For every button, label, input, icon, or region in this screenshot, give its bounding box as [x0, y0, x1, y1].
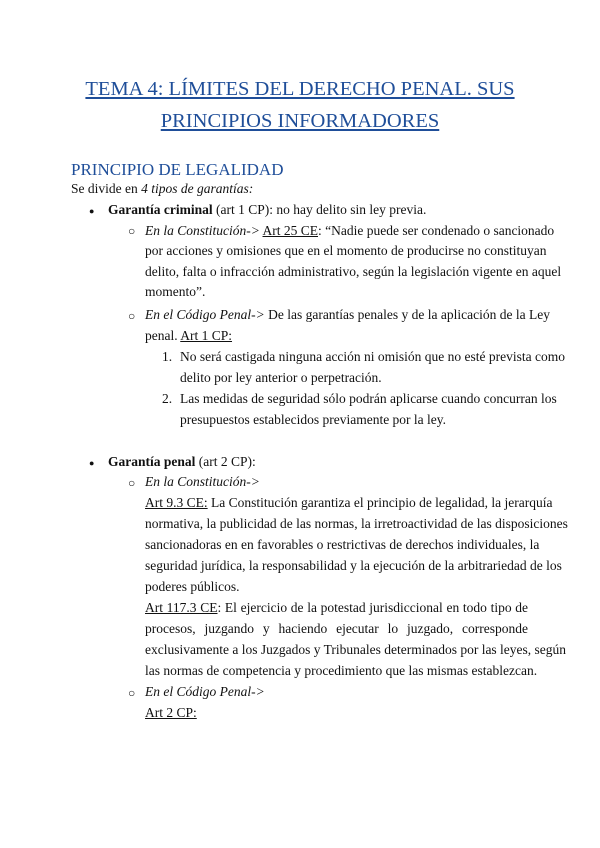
art-2-cp-line: [145, 703, 197, 724]
list-item-2-line-1: Las medidas de seguridad sólo podrán aplicarse cuando concurran los: [180, 391, 557, 406]
codigo-line-2-text: penal.: [145, 328, 181, 343]
constitucion-line-1: [145, 221, 555, 242]
section-intro: [71, 181, 253, 197]
guarantee-criminal-title: Garantía criminal: [108, 202, 213, 217]
art-1-cp-ref: Art 1 CP:: [180, 328, 233, 343]
guarantee-penal-title: Garantía penal: [108, 454, 196, 469]
document-title-line-1: TEMA 4: LÍMITES DEL DERECHO PENAL. SUS: [85, 78, 515, 100]
constitucion-line-2: por acciones y omisiones que en el momento de producirse no constituyan: [145, 243, 547, 258]
art-117-3-line-1: [145, 598, 528, 619]
section-heading: PRINCIPIO DE LEGALIDAD: [71, 160, 284, 179]
art-117-3-line-2: procesos, juzgando y haciendo ejecutar lo juzgado, corresponde: [145, 621, 528, 636]
art-25-ce-ref: Art 25 CE: [262, 223, 318, 238]
hollow-bullet-icon: ○: [128, 309, 136, 323]
art-117-3-ce-ref: Art 117.3 CE: [145, 600, 218, 615]
art-117-3-text: : El ejercicio de la potestad jurisdiccional en todo tipo de: [217, 600, 529, 615]
list-number: 2.: [162, 391, 173, 406]
codigo-line-2: [145, 326, 232, 347]
art-9-3-line-2: normativa, la publicidad de las normas, la irretroactividad de las disposiciones: [145, 516, 568, 531]
filled-bullet-icon: ●: [89, 458, 95, 468]
art-9-3-line-4: seguridad jurídica, la responsabilidad y la ejecución de la arbitrariedad de los: [145, 558, 562, 573]
guarantee-penal: [108, 452, 256, 473]
list-item-2-line-2: presupuestos establecidos previamente por la ley.: [180, 412, 447, 427]
hollow-bullet-icon: ○: [128, 686, 136, 700]
guarantee-penal-text: (art 2 CP):: [195, 454, 256, 469]
document-title-line-2: PRINCIPIOS INFORMADORES: [160, 110, 440, 132]
art-117-3-line-4: las normas de competencia y procedimiento que las mismas establezcan.: [145, 663, 538, 678]
constitucion-line-3: delito, falta o infracción administrativo, según la legislación vigente en aquel: [145, 264, 562, 279]
list-item-1-line-1: No será castigada ninguna acción ni omisión que no esté prevista como: [180, 349, 566, 364]
hollow-bullet-icon: ○: [128, 476, 136, 490]
art-9-3-line-1: [145, 493, 553, 514]
codigo-label: En el Código Penal->: [145, 307, 265, 322]
list-item-1-line-2: delito por ley anterior o perpetración.: [180, 370, 382, 385]
codigo-label-2: [145, 682, 265, 703]
constitucion-line-4: momento”.: [145, 284, 206, 299]
codigo-line-1: [145, 305, 550, 326]
constitucion-label-2: [145, 472, 260, 493]
constitucion-label: En la Constitución->: [145, 474, 260, 489]
constitucion-label: En la Constitución->: [145, 223, 260, 238]
art-9-3-text: La Constitución garantiza el principio de legalidad, la jerarquía: [207, 495, 553, 510]
art-117-3-line-3: exclusivamente a los Juzgados y Tribunales determinados por las leyes, según: [145, 642, 567, 657]
guarantee-criminal: [108, 200, 426, 221]
codigo-text: De las garantías penales y de la aplicación de la Ley: [264, 307, 550, 322]
intro-italic-text: 4 tipos de garantías:: [141, 181, 254, 196]
art-2-cp-ref: Art 2 CP:: [145, 705, 197, 720]
filled-bullet-icon: ●: [89, 206, 95, 216]
list-number: 1.: [162, 349, 173, 364]
art-9-3-line-5: poderes públicos.: [145, 579, 240, 594]
art-9-3-line-3: sancionadoras en en favorables o restrictivas de derechos individuales, la: [145, 537, 540, 552]
hollow-bullet-icon: ○: [128, 224, 136, 238]
intro-text: Se divide en: [71, 181, 142, 196]
art-9-3-ce-ref: Art 9.3 CE:: [145, 495, 208, 510]
guarantee-criminal-text: (art 1 CP): no hay delito sin ley previa.: [212, 202, 427, 217]
colon: :: [318, 223, 322, 238]
codigo-label: En el Código Penal->: [145, 684, 265, 699]
constitucion-quote-start: “Nadie puede ser condenado o sancionado: [325, 223, 555, 238]
